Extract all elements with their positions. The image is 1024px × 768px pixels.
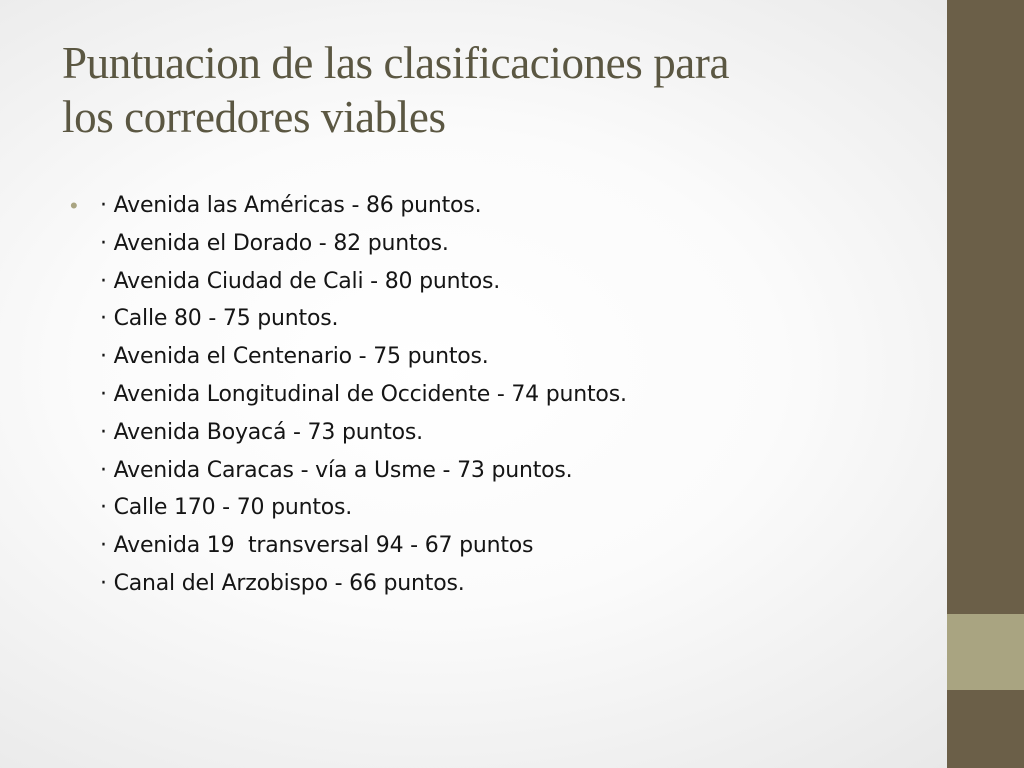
list-item: · Calle 80 - 75 puntos.	[100, 306, 339, 332]
slide-title-line-2: los corredores viables	[62, 92, 446, 142]
list-item: · Calle 170 - 70 puntos.	[100, 495, 353, 521]
bullet-marker: •	[70, 193, 78, 218]
list-item: · Avenida las Américas - 86 puntos.	[100, 193, 482, 218]
bullet-content	[70, 187, 930, 603]
list-item: · Avenida Boyacá - 73 puntos.	[100, 419, 423, 445]
list-item: · Avenida Caracas - vía a Usme - 73 puntos.	[100, 457, 573, 483]
list-item: · Canal del Arzobispo - 66 puntos.	[100, 570, 465, 596]
list-item: · Avenida Longitudinal de Occidente - 74 puntos.	[100, 381, 627, 407]
side-accent-block	[947, 614, 1024, 690]
list-item: · Avenida 19 transversal 94 - 67 puntos	[100, 533, 534, 559]
slide-title-line-1: Puntuacion de las clasificaciones para	[62, 38, 730, 88]
list-item: · Avenida el Dorado - 82 puntos.	[100, 230, 449, 256]
list-item: · Avenida Ciudad de Cali - 80 puntos.	[100, 268, 501, 294]
list-item: · Avenida el Centenario - 75 puntos.	[100, 344, 489, 370]
corridor-list	[70, 187, 930, 603]
side-decoration-bar	[947, 0, 1024, 768]
slide-title	[62, 36, 922, 144]
